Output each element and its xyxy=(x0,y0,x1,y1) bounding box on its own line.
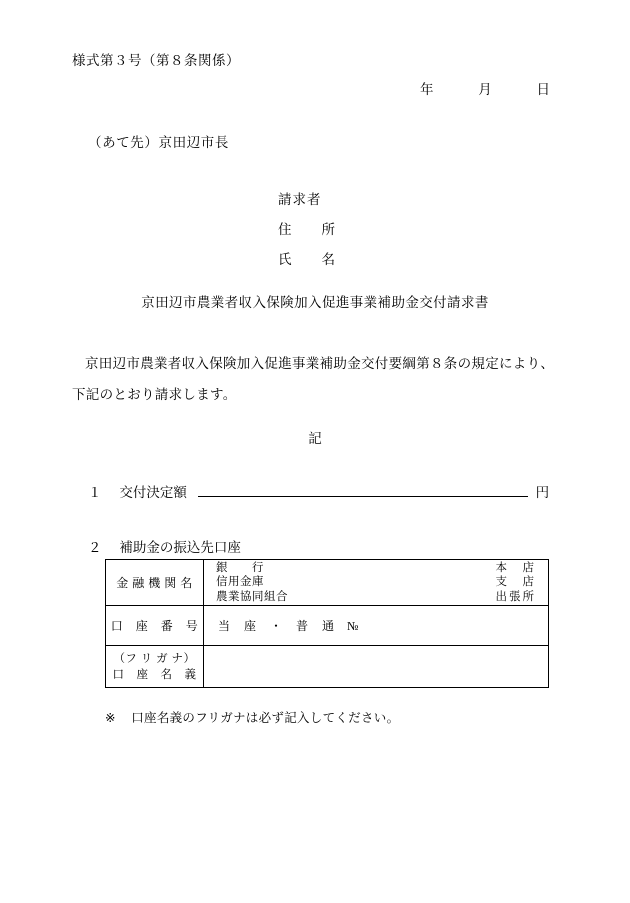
bank-type-shinyokinko: 信用金庫 xyxy=(216,576,264,589)
bank-type-nokyo: 農業協同組合 xyxy=(216,590,288,603)
bank-line-1 xyxy=(216,561,536,576)
bank-line-2 xyxy=(216,575,536,590)
note-text: 口座名義のフリガナは必ず記入してください。 xyxy=(131,711,400,725)
date-year: 年 xyxy=(420,82,434,97)
item-grant-amount xyxy=(88,481,549,501)
cell-financial-institution-value[interactable] xyxy=(204,560,549,606)
applicant-label: 請求者 xyxy=(278,192,322,207)
financial-institution-inner xyxy=(204,561,548,605)
branch-type-honten: 本 店 xyxy=(495,561,536,574)
item-2-number: ２ xyxy=(88,540,102,555)
body-text xyxy=(72,348,558,410)
account-number-inner xyxy=(204,617,548,634)
bank-account-table xyxy=(105,559,549,688)
cell-account-number-label: 口 座 番 号 xyxy=(106,606,204,646)
form-number: 様式第３号（第８条関係） xyxy=(72,53,240,68)
account-type-options[interactable]: 当 座 ・ 普 通 xyxy=(218,619,336,633)
note-furigana xyxy=(105,708,399,726)
branch-type-shiten: 支 店 xyxy=(495,576,536,589)
item-2-label: 補助金の振込先口座 xyxy=(119,540,241,555)
note-mark-icon: ※ xyxy=(105,711,116,725)
item-1-number: １ xyxy=(88,485,102,500)
document-title: 京田辺市農業者収入保険加入促進事業補助金交付請求書 xyxy=(141,295,489,310)
bank-line-3 xyxy=(216,590,536,605)
account-number-no-label: № xyxy=(347,619,359,633)
ki-marker: 記 xyxy=(308,431,322,446)
bank-type-ginko: 銀 行 xyxy=(216,561,264,574)
table-row-account-number xyxy=(106,606,549,646)
table-row-account-holder xyxy=(106,646,549,688)
cell-account-number-value[interactable] xyxy=(204,606,549,646)
cell-financial-institution-label: 金 融 機 関 名 xyxy=(106,560,204,606)
furigana-label: （フ リ ガ ナ） xyxy=(113,652,196,665)
addressee: （あて先）京田辺市長 xyxy=(88,135,229,150)
body-line-2: 下記のとおり請求します。 xyxy=(72,387,237,402)
body-line-1: 京田辺市農業者収入保険加入促進事業補助金交付要綱第８条の規定により、 xyxy=(85,356,555,371)
branch-type-shucchojo: 出張所 xyxy=(495,590,536,603)
applicant-address-label: 住 所 xyxy=(278,222,336,237)
account-holder-label: 口 座 名 義 xyxy=(112,668,197,681)
applicant-name-label: 氏 名 xyxy=(278,252,336,267)
date-day: 日 xyxy=(536,82,550,97)
item-1-label: 交付決定額 xyxy=(119,485,187,500)
date-line xyxy=(420,78,550,98)
item-1-unit: 円 xyxy=(535,485,550,500)
grant-amount-fill-line[interactable] xyxy=(198,483,528,497)
applicant-block xyxy=(278,185,336,275)
table-row-financial-institution xyxy=(106,560,549,606)
date-month: 月 xyxy=(478,82,492,97)
cell-account-holder-label xyxy=(106,646,204,688)
cell-account-holder-value[interactable] xyxy=(204,646,549,688)
item-bank-account xyxy=(88,536,241,556)
